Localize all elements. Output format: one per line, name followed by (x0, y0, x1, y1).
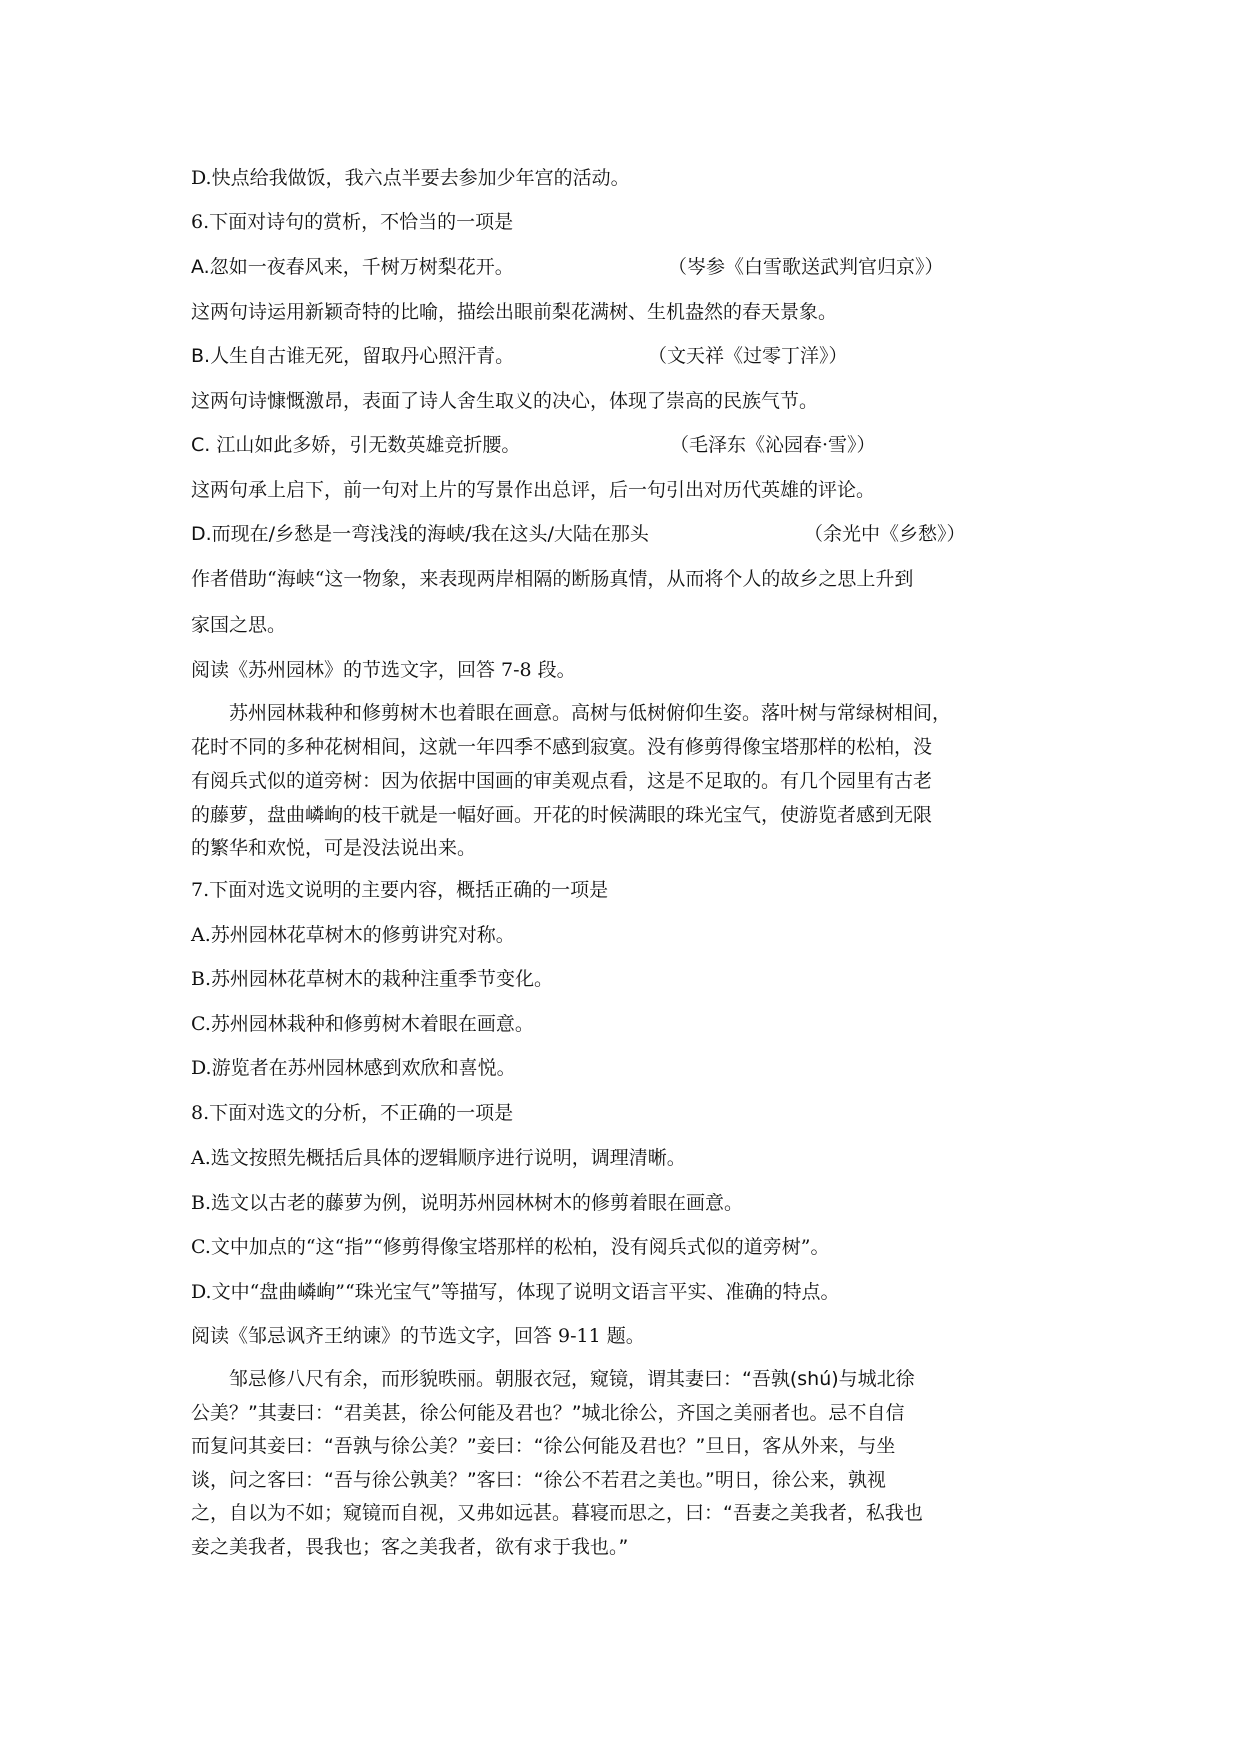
q6-option-c: C. 江山如此多娇，引无数英雄竞折腰。 (191, 434, 521, 456)
q6-option-a-note: 这两句诗运用新颖奇特的比喻，描绘出眼前梨花满树、生机盎然的春天景象。 (191, 301, 838, 323)
q6-option-b-note: 这两句诗慷慨激昂，表面了诗人舍生取义的决心，体现了崇高的民族气节。 (191, 390, 819, 412)
q6-option-b-source: （文天祥《过零丁洋》） (648, 345, 848, 367)
passage1-line5: 的繁华和欢悦，可是没法说出来。 (191, 837, 477, 859)
q6-option-d: D.而现在/乡愁是一弯浅浅的海峡/我在这头/大陆在那头 (191, 523, 649, 545)
reading-instruction-2: 阅读《邹忌讽齐王纳谏》的节选文字，回答 9-11 题。 (191, 1325, 645, 1347)
q7-option-a: A.苏州园林花草树木的修剪讲究对称。 (191, 924, 515, 946)
q5-option-d: D.快点给我做饭，我六点半要去参加少年宫的活动。 (191, 167, 630, 189)
q6-option-a: A.忽如一夜春风来，千树万树梨花开。 (191, 256, 514, 278)
passage2-line1: 邹忌修八尺有余，而形貌昳丽。朝服衣冠，窥镜，谓其妻曰：“吾孰(shú)与城北徐 (229, 1368, 915, 1390)
q8-option-c: C.文中加点的“这“指”“修剪得像宝塔那样的松柏，没有阅兵式似的道旁树”。 (191, 1236, 830, 1258)
q7-option-b: B.苏州园林花草树木的栽种注重季节变化。 (191, 968, 554, 990)
q6-option-b: B.人生自古谁无死，留取丹心照汗青。 (191, 345, 515, 367)
q6-option-d-source: （余光中《乡愁》） (804, 523, 966, 545)
q6-option-d-note-line1: 作者借助“海峡“这一物象，来表现两岸相隔的断肠真情，从而将个人的故乡之思上升到 (191, 568, 914, 590)
q8-option-b: B.选文以古老的藤萝为例，说明苏州园林树木的修剪着眼在画意。 (191, 1192, 744, 1214)
q8-option-a: A.选文按照先概括后具体的逻辑顺序进行说明，调理清晰。 (191, 1147, 686, 1169)
q6-stem: 6.下面对诗句的赏析，不恰当的一项是 (191, 211, 514, 233)
q6-option-d-note-line2: 家国之思。 (191, 614, 287, 636)
q7-stem: 7.下面对选文说明的主要内容，概括正确的一项是 (191, 879, 609, 901)
q6-option-a-source: （岑参《白雪歌送武判官归京》） (668, 256, 944, 278)
reading-instruction-1: 阅读《苏州园林》的节选文字，回答 7-8 段。 (191, 659, 576, 681)
passage2-line2: 公美？”其妻曰：“君美甚，徐公何能及君也？”城北徐公，齐国之美丽者也。忌不自信 (191, 1402, 905, 1424)
q6-option-c-note: 这两句承上启下，前一句对上片的写景作出总评，后一句引出对历代英雄的评论。 (191, 479, 876, 501)
passage1-line2: 花时不同的多种花树相间，这就一年四季不感到寂寞。没有修剪得像宝塔那样的松柏，没 (191, 736, 933, 758)
passage2-line6: 妾之美我者，畏我也；客之美我者，欲有求于我也。” (191, 1536, 629, 1558)
passage1-line1: 苏州园林栽种和修剪树木也着眼在画意。高树与低树俯仰生姿。落叶树与常绿树相间， (229, 702, 952, 724)
passage1-line4: 的藤萝，盘曲嶙峋的枝干就是一幅好画。开花的时候满眼的珠光宝气，使游览者感到无限 (191, 804, 933, 826)
q7-option-d: D.游览者在苏州园林感到欢欣和喜悦。 (191, 1057, 516, 1079)
q8-stem: 8.下面对选文的分析，不正确的一项是 (191, 1102, 514, 1124)
passage2-line3: 而复问其妾曰：“吾孰与徐公美？”妾曰：“徐公何能及君也？”旦日，客从外来，与坐 (191, 1435, 896, 1457)
passage2-line4: 谈，问之客曰：“吾与徐公孰美？”客曰：“徐公不若君之美也。”明日，徐公来，孰视 (191, 1469, 886, 1491)
q8-option-d: D.文中“盘曲嶙峋”“珠光宝气”等描写，体现了说明文语言平实、准确的特点。 (191, 1281, 840, 1303)
passage2-line5: 之，自以为不如；窥镜而自视，又弗如远甚。暮寝而思之，曰：“吾妻之美我者，私我也 (191, 1502, 923, 1524)
q7-option-c: C.苏州园林栽种和修剪树木着眼在画意。 (191, 1013, 534, 1035)
q6-option-c-source: （毛泽东《沁园春·雪》） (670, 434, 876, 456)
passage1-line3: 有阅兵式似的道旁树：因为依据中国画的审美观点看，这是不足取的。有几个园里有古老 (191, 770, 933, 792)
